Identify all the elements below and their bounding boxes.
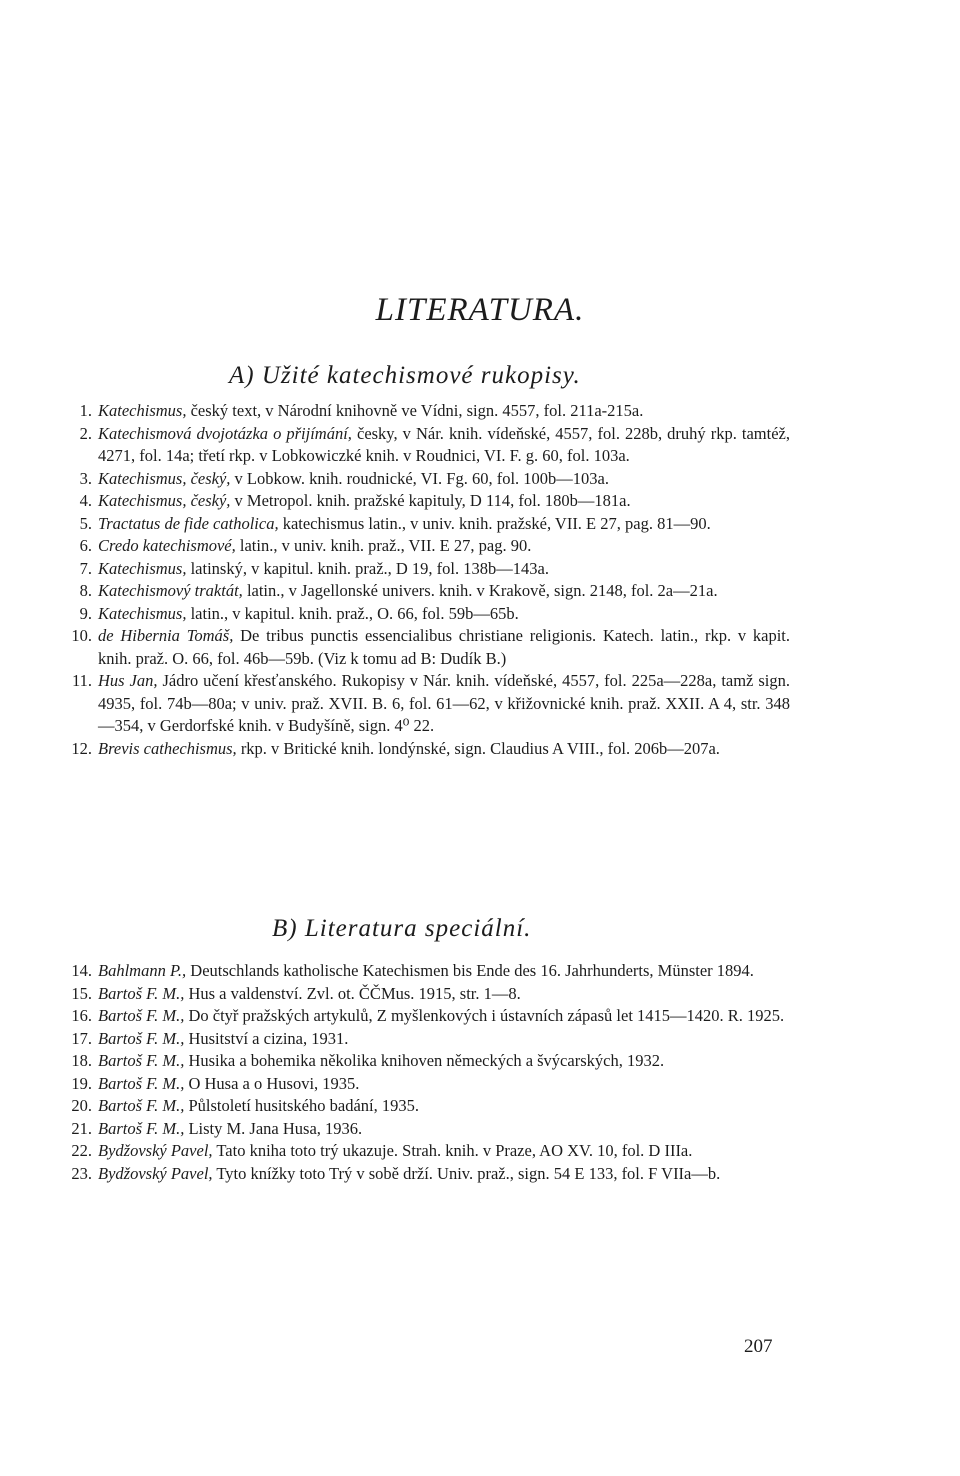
entry-author: Bartoš F. M., xyxy=(98,1028,185,1048)
entry-number: 21. xyxy=(71,1118,92,1138)
entry-text: Tato kniha toto trý ukazuje. Strah. knih. v Praze, AO XV. 10, fol. D IIIa. xyxy=(212,1141,693,1160)
entry-text: Deutschlands katholische Katechismen bis Ende des 16. Jahrhunderts, Münster 1894. xyxy=(186,961,754,980)
entry-author: Katechismus, xyxy=(98,603,187,623)
entry-text: Hus a valdenství. Zvl. ot. ČČMus. 1915, str. 1—8. xyxy=(184,983,521,1003)
bibliography-entry xyxy=(62,1140,790,1163)
entry-text: Jádro učení křesťanského. Rukopisy v Nár. knih. vídeňské, 4557, fol. 225a—228a, tamž sign. 4935, fol. 74b—80a; v univ. praž. XVII. B. 6, fol. 61—62, v křižovnické knih. praž. XXII. A 4, str. 348—354, v Gerdorfské knih. v Budyšíně, sign. 4⁰ 22. xyxy=(98,671,790,735)
bibliography-entry xyxy=(62,1073,790,1096)
entry-author: Katechismová dvojotázka o přijímání, xyxy=(98,423,352,443)
entry-number: 6. xyxy=(79,536,92,555)
entry-number: 16. xyxy=(71,1006,92,1025)
entry-number: 20. xyxy=(71,1096,92,1115)
entry-author: Katechismový traktát, xyxy=(98,581,243,600)
entry-author: Bartoš F. M., xyxy=(98,1118,185,1138)
entry-author: de Hibernia Tomáš, xyxy=(98,626,234,645)
page-number: 207 xyxy=(744,1336,773,1357)
entry-author: Hus Jan, xyxy=(98,671,158,690)
entry-text: Půlstoletí husitského badání, 1935. xyxy=(184,1096,419,1115)
bibliography-entry xyxy=(62,1050,790,1073)
entry-number: 19. xyxy=(71,1073,92,1093)
entry-author: Bydžovský Pavel, xyxy=(98,1141,213,1160)
bibliography-entry xyxy=(62,1095,790,1118)
section-heading-literature: B) Literatura speciální. xyxy=(272,915,532,942)
bibliography-entry xyxy=(62,400,790,423)
bibliography-entry xyxy=(62,625,790,670)
entry-author: Bartoš F. M., xyxy=(98,1006,185,1025)
bibliography-entry xyxy=(62,983,790,1006)
bibliography-entry xyxy=(62,1163,790,1186)
entry-text: latin., v univ. knih. praž., VII. E 27, pag. 90. xyxy=(235,536,532,555)
entry-number: 14. xyxy=(71,961,92,980)
entry-text: latin., v kapitul. knih. praž., O. 66, fol. 59b—65b. xyxy=(186,603,519,623)
entry-author: Bartoš F. M., xyxy=(98,1096,185,1115)
entry-number: 2. xyxy=(79,423,92,443)
entry-author: Tractatus de fide catholica, xyxy=(98,513,279,533)
bibliography-entry xyxy=(62,580,790,603)
entry-author: Katechismus, český, xyxy=(98,468,231,488)
entry-author: Bartoš F. M., xyxy=(98,1051,185,1070)
bibliography-entry xyxy=(62,960,790,983)
entry-author: Bartoš F. M., xyxy=(98,1073,185,1093)
entry-author: Brevis cathechismus, xyxy=(98,738,237,758)
entry-text: Husitství a cizina, 1931. xyxy=(184,1028,349,1048)
bibliography-entry xyxy=(62,513,790,536)
entry-text: latin., v Jagellonské univers. knih. v Krakově, sign. 2148, fol. 2a—21a. xyxy=(242,581,718,600)
entry-author: Katechismus, xyxy=(98,401,187,420)
literature-list xyxy=(62,960,790,1185)
entry-text: rkp. v Britické knih. londýnské, sign. Claudius A VIII., fol. 206b—207a. xyxy=(236,738,720,758)
entry-author: Bydžovský Pavel, xyxy=(98,1163,213,1183)
entry-text: Listy M. Jana Husa, 1936. xyxy=(184,1118,363,1138)
bibliography-entry xyxy=(62,603,790,626)
entry-text: Tyto knížky toto Trý v sobě drží. Univ. praž., sign. 54 E 133, fol. F VIIa—b. xyxy=(212,1163,721,1183)
bibliography-entry xyxy=(62,490,790,513)
entry-number: 23. xyxy=(71,1163,92,1183)
entry-text: O Husa a o Husovi, 1935. xyxy=(184,1073,360,1093)
entry-author: Katechismus, český, xyxy=(98,491,231,510)
entry-number: 5. xyxy=(79,513,92,533)
bibliography-entry xyxy=(62,670,790,738)
entry-number: 7. xyxy=(79,558,92,578)
entry-number: 12. xyxy=(71,738,92,758)
entry-text: Do čtyř pražských artykulů, Z myšlenkových i ústavních zápasů let 1415—1420. R. 1925. xyxy=(184,1006,785,1025)
entry-number: 3. xyxy=(79,468,92,488)
entry-text: latinský, v kapitul. knih. praž., D 19, fol. 138b—143a. xyxy=(186,558,549,578)
entry-text: De tribus punctis essencialibus christiane religionis. Katech. latin., rkp. v kapit. knih. praž. O. 66, fol. 46b—59b. (Viz k tomu ad B: Dudík B.) xyxy=(98,626,790,668)
entry-text: Husika a bohemika několika knihoven německých a švýcarských, 1932. xyxy=(184,1051,665,1070)
bibliography-entry xyxy=(62,468,790,491)
entry-number: 8. xyxy=(79,581,92,600)
entry-number: 1. xyxy=(79,401,92,420)
entry-author: Credo katechismové, xyxy=(98,536,236,555)
bibliography-entry xyxy=(62,1118,790,1141)
section-heading-manuscripts: A) Užité katechismové rukopisy. xyxy=(229,362,581,389)
entry-author: Bartoš F. M., xyxy=(98,983,185,1003)
bibliography-entry xyxy=(62,423,790,468)
entry-number: 9. xyxy=(79,603,92,623)
bibliography-entry xyxy=(62,535,790,558)
entry-text: český text, v Národní knihovně ve Vídni, sign. 4557, fol. 211a-215a. xyxy=(186,401,644,420)
bibliography-entry xyxy=(62,738,790,761)
entry-number: 17. xyxy=(71,1028,92,1048)
bibliography-entry xyxy=(62,1005,790,1028)
entry-number: 11. xyxy=(71,671,92,690)
entry-number: 18. xyxy=(71,1051,92,1070)
bibliography-entry xyxy=(62,1028,790,1051)
entry-text: v Metropol. knih. pražské kapituly, D 114, fol. 180b—181a. xyxy=(230,491,631,510)
bibliography-entry xyxy=(62,558,790,581)
manuscript-list xyxy=(62,400,790,760)
entry-number: 10. xyxy=(71,626,92,645)
entry-text: katechismus latin., v univ. knih. pražské, VII. E 27, pag. 81—90. xyxy=(278,513,711,533)
entry-author: Katechismus, xyxy=(98,558,187,578)
entry-author: Bahlmann P., xyxy=(98,961,187,980)
entry-number: 22. xyxy=(71,1141,92,1160)
entry-text: v Lobkow. knih. roudnické, VI. Fg. 60, fol. 100b—103a. xyxy=(230,468,609,488)
entry-number: 4. xyxy=(79,491,92,510)
entry-text: česky, v Nár. knih. vídeňské, 4557, fol. 228b, druhý rkp. tamtéž, 4271, fol. 14a; třetí rkp. v Lobkowiczké knih. v Roudnici, VI. F. g. 60, fol. 103a. xyxy=(98,423,790,465)
page-title: LITERATURA. xyxy=(375,292,585,328)
entry-number: 15. xyxy=(71,983,92,1003)
